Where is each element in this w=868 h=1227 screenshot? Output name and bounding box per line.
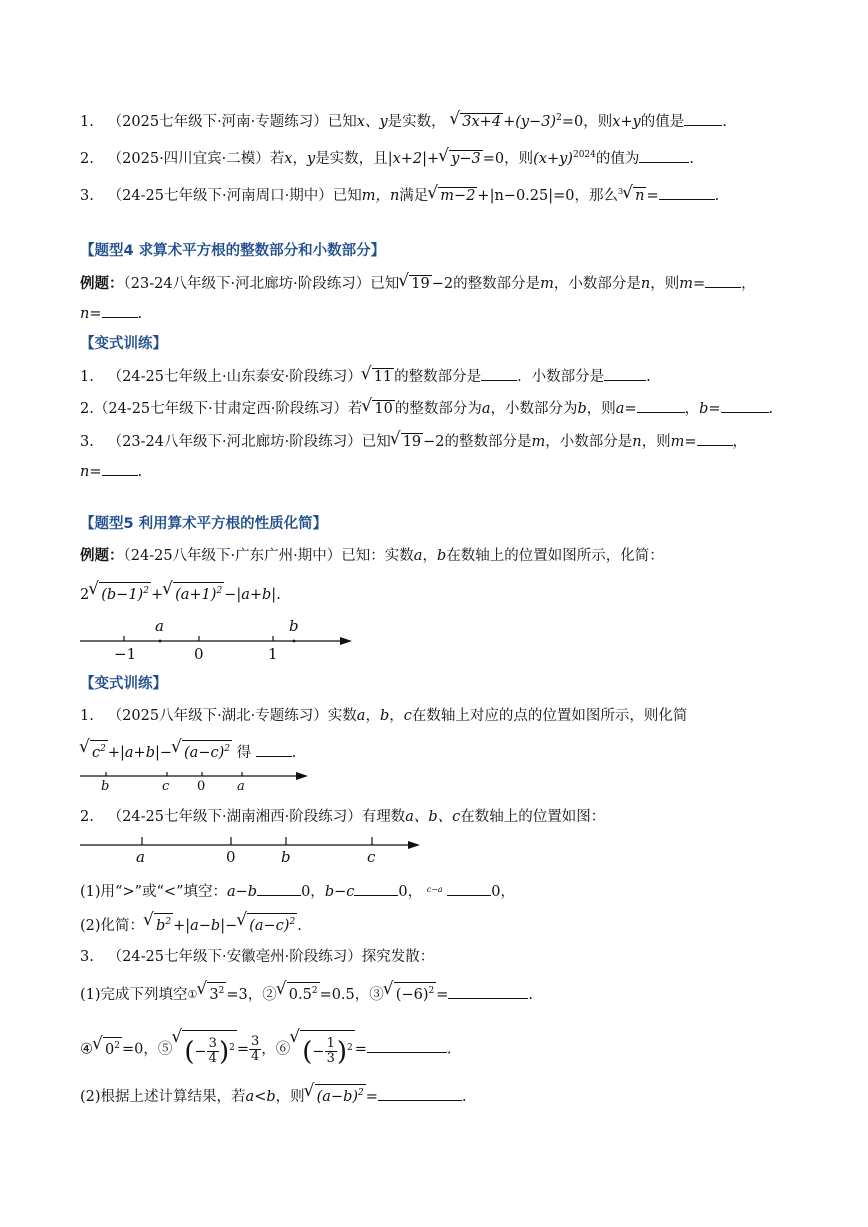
section-heading-type5: 【题型5 利用算术平方根的性质化简】 <box>80 516 328 532</box>
type5-example: 例题：（24-25八年级下·广东广州·期中）已知：实数a，b在数轴上的位置如图所示，化简： <box>80 548 664 564</box>
sqrt-expr: √ $(a-c)^2$ <box>172 740 232 763</box>
answer-blank[interactable] <box>721 398 769 413</box>
sqrt-expr: √ m−2 <box>428 186 477 206</box>
sqrt-expr: √ 3x+4 <box>450 112 503 132</box>
type5-variant-3-part1: (1)完成下列填空①√ $3^2 =3$，②√ $0.5^2 =0.5$，③√ $(-6)^2$ = . <box>80 982 533 1005</box>
nl1-label-b: b <box>289 617 299 635</box>
sqrt-expr: √ 10 <box>362 399 394 419</box>
sqrt-expr: √ $3^2$ <box>197 982 226 1005</box>
nl2-label-b: b <box>101 779 110 794</box>
type5-variant-3: 3. （24-25七年级下·安徽亳州·阶段练习）探究发散： <box>80 949 435 965</box>
nl3-label-b: b <box>281 848 291 866</box>
answer-blank[interactable] <box>354 881 398 896</box>
sqrt-expr: √ 19 <box>399 274 431 294</box>
type5-variant-1-expr: √ $c^2 +|a+b|-√$ $(a-c)^2$ 得 . <box>80 740 296 763</box>
answer-blank[interactable] <box>481 366 517 381</box>
question-1: 1. （2025七年级下·河南·专题练习）已知x、y是实数， √ $3x+4 +(y-3)^2=0$，则x+y的值是 . <box>80 108 727 132</box>
sqrt-expr: √ y−3 <box>439 149 483 169</box>
type4-variant-3-cont: n= . <box>80 461 142 482</box>
nl2-label-a: a <box>237 779 245 794</box>
nl3-label-a: a <box>136 848 145 866</box>
type4-example-cont: n= . <box>80 303 142 324</box>
sqrt-expr: √ $(a-b)^2$ <box>305 1084 366 1107</box>
nl3-label-0: 0 <box>226 848 236 866</box>
answer-blank[interactable] <box>705 273 741 288</box>
nl1-label-a: a <box>155 617 164 635</box>
type4-example: 例题：（23-24八年级下·河北廊坊·阶段练习）已知√ 19 −2的整数部分是m，小数部分是n，则m= ， <box>80 273 756 294</box>
answer-blank[interactable] <box>102 303 138 318</box>
sqrt-expr: √ $(-6)^2$ <box>384 982 436 1005</box>
answer-blank[interactable] <box>378 1086 462 1101</box>
variant-heading-type5: 【变式训练】 <box>80 676 167 692</box>
answer-blank[interactable] <box>637 398 685 413</box>
sqrt-expr: √ $(b-1)^2$ <box>89 582 151 605</box>
type4-variant-1: 1. （24-25七年级上·山东泰安·阶段练习）√ 11 的整数部分是 ．小数部分是 . <box>80 366 651 387</box>
question-2: 2. （2025·四川宜宾·二模）若x，y是实数，且|x+2|+√ y−3 =0，则$(x+y)^{2024}$的值为 . <box>80 145 694 169</box>
fraction: $\frac{3}{4}$ <box>250 1033 260 1064</box>
type5-variant-2-part1: (1)用“>”或“<”填空：a−b 0，b−c 0， $^{c-a}$ 0， <box>80 880 515 902</box>
sqrt-expr: √ $0^2$ <box>93 1037 122 1060</box>
answer-blank[interactable] <box>102 461 138 476</box>
sqrt-fraction-expr: √ (− $\frac{3}{4}$ )$^2$ <box>172 1030 236 1069</box>
sqrt-fraction-expr: √ (− $\frac{1}{3}$ )$^2$ <box>290 1030 354 1069</box>
type5-variant-2-part2: (2)化简：√ $b^2 +|a-b|-√$ $(a-c)^2$ . <box>80 913 302 936</box>
nl2-label-c: c <box>162 779 170 794</box>
nl1-tick-neg1: −1 <box>114 645 137 663</box>
answer-blank[interactable] <box>659 185 715 200</box>
sqrt-expr: √ $c^2$ <box>80 740 108 763</box>
variant-heading-type4: 【变式训练】 <box>80 336 167 352</box>
sqrt-expr: √ 11 <box>362 367 394 387</box>
section-heading-type4: 【题型4 求算术平方根的整数部分和小数部分】 <box>80 243 386 259</box>
type5-variant-3-part1-row2: ④√ $0^2 =0$，⑤√ (− $\frac{3}{4}$ )$^2$ = $\frac{3}{4}$ ，⑥√ (− $\frac{1}{3}$ )$^2$ = . <box>80 1030 452 1069</box>
answer-blank[interactable] <box>639 148 689 163</box>
circled-number-1: ① <box>187 988 198 1002</box>
answer-blank[interactable] <box>256 742 292 757</box>
sqrt-expr: √ $b^2$ <box>144 913 173 936</box>
answer-blank[interactable] <box>367 1038 447 1053</box>
nl2-label-0: 0 <box>197 779 206 794</box>
sqrt-expr: √ $0.5^2$ <box>277 982 320 1005</box>
type5-example-expr: 2√ $(b-1)^2$ +√ $(a+1)^2 -|a+b|$. <box>80 582 281 605</box>
answer-blank[interactable] <box>604 366 646 381</box>
nl1-tick-0: 0 <box>194 645 204 663</box>
sqrt-expr: √ $(a-c)^2$ <box>237 913 297 936</box>
question-3: 3. （24-25七年级下·河南周口·期中）已知m，n满足√ m−2 +|n−0.25|=0，那么$^3$√ n = . <box>80 182 719 206</box>
nl3-label-c: c <box>367 848 376 866</box>
answer-blank[interactable] <box>684 111 722 126</box>
type4-variant-2: 2.（24-25七年级下·甘肃定西·阶段练习）若√ 10 的整数部分为a，小数部分为b，则a= ，b= . <box>80 398 773 419</box>
nl1-tick-1: 1 <box>268 645 278 663</box>
type5-variant-3-part2: (2)根据上述计算结果，若a<b，则√ $(a-b)^2$ = . <box>80 1084 467 1107</box>
answer-blank[interactable] <box>697 431 733 446</box>
cbrt-expr: √ n <box>623 186 646 206</box>
sqrt-expr: √ 19 <box>391 432 423 452</box>
answer-blank[interactable] <box>448 984 528 999</box>
type5-variant-2: 2. （24-25七年级下·湖南湘西·阶段练习）有理数a、b、c在数轴上的位置如图： <box>80 809 606 825</box>
type5-variant-1: 1. （2025八年级下·湖北·专题练习）实数a，b，c在数轴上对应的点的位置如图所示，则化简 <box>80 708 688 724</box>
answer-blank[interactable] <box>257 881 301 896</box>
type4-variant-3: 3. （23-24八年级下·河北廊坊·阶段练习）已知√ 19 −2的整数部分是m，小数部分是n，则m= ， <box>80 431 747 452</box>
answer-blank[interactable] <box>447 881 491 896</box>
sqrt-expr: √ $(a+1)^2$ <box>163 582 224 605</box>
